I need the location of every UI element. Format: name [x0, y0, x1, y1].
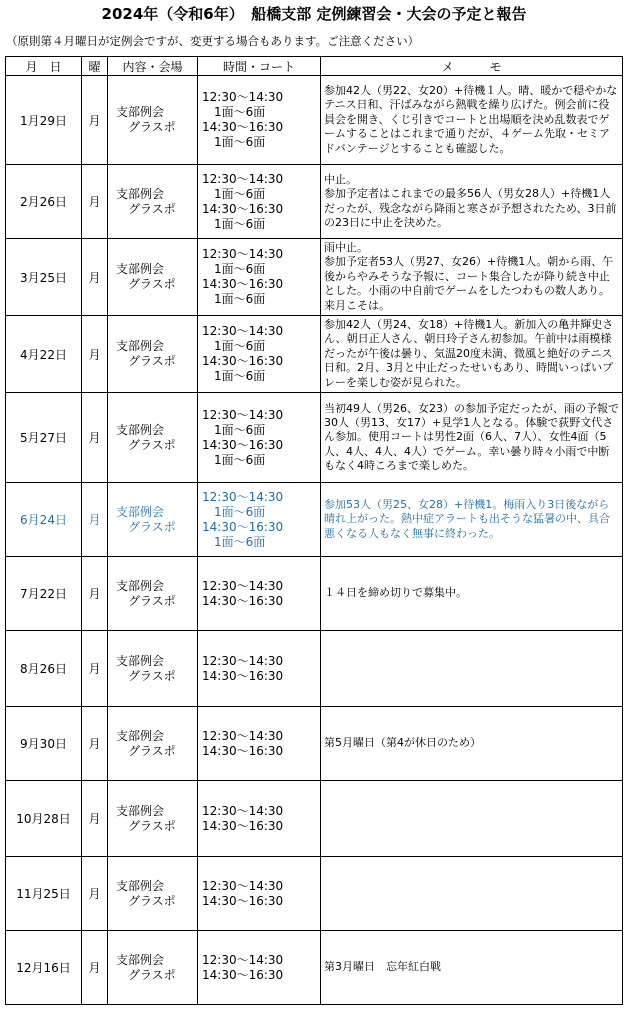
event-name: 支部例会 [116, 504, 165, 519]
weekday-cell: 月 [82, 857, 108, 931]
place-cell [108, 316, 198, 393]
venue-name: グラスポ [128, 893, 176, 908]
time-slot: 12:30～14:30 [202, 952, 284, 967]
time-slot: 14:30～16:30 [202, 519, 284, 534]
time-slot: 14:30～16:30 [202, 354, 284, 369]
event-name: 支部例会 [116, 105, 165, 119]
table-row [6, 316, 623, 393]
memo-cell: 参加42人（男24、女18）+待機1人。新加入の亀井輝史さん、朝日正人さん、朝日玲子さん初参加。午前中は雨模様だったが午後は曇り、気温20度未満、微風と絶好のテニス日和。2月、3月と中止だったせいもあり、時間いっぱいプレーを楽しむ姿が見られた。 [321, 316, 623, 393]
time-slot: 12:30～14:30 [202, 489, 284, 504]
date-cell: 11月25日 [6, 857, 82, 931]
venue-name: グラスポ [128, 519, 176, 534]
date-cell: 8月26日 [6, 631, 82, 707]
venue-name: グラスポ [128, 277, 176, 292]
memo-cell [321, 781, 623, 857]
time-slot: 14:30～16:30 [202, 277, 284, 292]
weekday-cell: 月 [82, 165, 108, 239]
table-row [6, 165, 623, 239]
weekday-cell: 月 [82, 557, 108, 631]
place-cell [108, 483, 198, 557]
time-slot: 12:30～14:30 [202, 324, 284, 339]
event-name: 支部例会 [116, 578, 165, 593]
venue-name: グラスポ [128, 593, 176, 608]
time-slot: 14:30～16:30 [202, 818, 284, 833]
date-cell: 5月27日 [6, 393, 82, 483]
place-cell [108, 393, 198, 483]
memo-cell: 第5月曜日（第4が休日のため） [321, 707, 623, 781]
venue-name: グラスポ [128, 818, 176, 833]
page-title: 2024年（令和6年） 船橋支部 定例練習会・大会の予定と報告 [101, 5, 527, 23]
header-memo: メ モ [321, 57, 623, 76]
time-slot: 12:30～14:30 [202, 878, 284, 893]
weekday-cell: 月 [82, 239, 108, 316]
table-row [6, 483, 623, 557]
time-cell [198, 393, 321, 483]
venue-name: グラスポ [128, 743, 176, 758]
time-slot: 12:30～14:30 [202, 728, 284, 743]
date-cell: 9月30日 [6, 707, 82, 781]
time-slot: 14:30～16:30 [202, 668, 284, 683]
page-subtitle: （原則第４月曜日が定例会ですが、変更する場合もあります。ご注意ください） [6, 34, 420, 48]
court-range: 1面～6面 [214, 504, 266, 519]
time-slot: 12:30～14:30 [202, 803, 284, 818]
memo-cell: 参加53人（男25、女28）+待機1。梅雨入り3日後ながら晴れ上がった。熱中症アラートも出そうな猛暑の中、具合悪くなる人もなく無事に終わった。 [321, 483, 623, 557]
court-range: 1面～6面 [214, 422, 266, 437]
weekday-cell: 月 [82, 483, 108, 557]
header-time: 時間・コート [198, 57, 321, 76]
court-range: 1面～6面 [214, 339, 266, 354]
time-slot: 12:30～14:30 [202, 653, 284, 668]
memo-cell: 雨中止。 参加予定者53人（男27、女26）+待機1人。朝から雨、午後からやみそうな予報に、コート集合したが降り続き中止とした。小雨の中自前でゲームをしたつわもの数人あり。来月こそは。 [321, 239, 623, 316]
court-range: 1面～6面 [214, 534, 266, 549]
memo-cell: 参加42人（男22、女20）+待機１人。晴、暖かで穏やかなテニス日和、汗ばみながら熱戦を繰り広げた。例会前に役員会を開き、くじ引きでコートと出場順を決め乱数表でゲームすることはこれまで通りだが、４ゲーム先取・セミアドバンテージとすることも確認した。 [321, 76, 623, 165]
event-name: 支部例会 [116, 653, 165, 668]
time-slot: 12:30～14:30 [202, 171, 284, 186]
time-slot: 14:30～16:30 [202, 893, 284, 908]
memo-cell: 第3月曜日 忘年紅白戦 [321, 931, 623, 1005]
memo-cell: １４日を締め切りで募集中。 [321, 557, 623, 631]
time-cell [198, 165, 321, 239]
schedule-table [5, 56, 623, 1005]
court-range: 1面～6面 [214, 369, 266, 384]
time-slot: 14:30～16:30 [202, 120, 284, 134]
weekday-cell: 月 [82, 931, 108, 1005]
court-range: 1面～6面 [214, 135, 266, 149]
time-slot: 14:30～16:30 [202, 593, 284, 608]
time-cell [198, 557, 321, 631]
place-cell [108, 707, 198, 781]
date-cell: 1月29日 [6, 76, 82, 165]
court-range: 1面～6面 [214, 262, 266, 277]
table-row [6, 781, 623, 857]
header-dow: 曜 [82, 57, 108, 76]
time-cell [198, 857, 321, 931]
time-cell [198, 931, 321, 1005]
header-date: 月 日 [6, 57, 82, 76]
time-slot: 14:30～16:30 [202, 967, 284, 982]
weekday-cell: 月 [82, 631, 108, 707]
time-slot: 12:30～14:30 [202, 247, 284, 262]
event-name: 支部例会 [116, 728, 165, 743]
place-cell [108, 76, 198, 165]
memo-cell: 当初49人（男26、女23）の参加予定だったが、雨の予報で30人（男13、女17）+見学1人となる。体験で荻野文代さん参加。使用コートは男性2面（6人、7人）、女性4面（5人、4人、4人、4人）でゲーム。幸い曇り時々小雨で中断もなく4時ころまで楽しめた。 [321, 393, 623, 483]
date-cell: 4月22日 [6, 316, 82, 393]
table-row [6, 557, 623, 631]
venue-name: グラスポ [128, 668, 176, 683]
place-cell [108, 557, 198, 631]
court-range: 1面～6面 [214, 186, 266, 201]
place-cell [108, 631, 198, 707]
weekday-cell: 月 [82, 781, 108, 857]
place-cell [108, 781, 198, 857]
header-place: 内容・会場 [108, 57, 198, 76]
event-name: 支部例会 [116, 262, 165, 277]
event-name: 支部例会 [116, 186, 165, 201]
table-row [6, 931, 623, 1005]
place-cell [108, 165, 198, 239]
place-cell [108, 931, 198, 1005]
time-cell [198, 707, 321, 781]
venue-name: グラスポ [128, 201, 176, 216]
time-slot: 14:30～16:30 [202, 437, 284, 452]
weekday-cell: 月 [82, 707, 108, 781]
time-slot: 12:30～14:30 [202, 407, 284, 422]
event-name: 支部例会 [116, 952, 165, 967]
weekday-cell: 月 [82, 316, 108, 393]
event-name: 支部例会 [116, 339, 165, 354]
time-cell [198, 781, 321, 857]
table-header [6, 57, 623, 76]
time-slot: 12:30～14:30 [202, 578, 284, 593]
date-cell: 12月16日 [6, 931, 82, 1005]
court-range: 1面～6面 [214, 292, 266, 307]
event-name: 支部例会 [116, 878, 165, 893]
place-cell [108, 857, 198, 931]
event-name: 支部例会 [116, 422, 165, 437]
court-range: 1面～6面 [214, 452, 266, 467]
venue-name: グラスポ [128, 967, 176, 982]
date-cell: 7月22日 [6, 557, 82, 631]
date-cell: 6月24日 [6, 483, 82, 557]
table-row [6, 239, 623, 316]
place-cell [108, 239, 198, 316]
time-slot: 12:30～14:30 [202, 90, 284, 104]
event-name: 支部例会 [116, 803, 165, 818]
time-cell [198, 631, 321, 707]
date-cell: 10月28日 [6, 781, 82, 857]
table-row [6, 707, 623, 781]
venue-name: グラスポ [128, 120, 176, 134]
weekday-cell: 月 [82, 76, 108, 165]
date-cell: 2月26日 [6, 165, 82, 239]
table-row [6, 393, 623, 483]
time-cell [198, 239, 321, 316]
memo-cell [321, 857, 623, 931]
date-cell: 3月25日 [6, 239, 82, 316]
table-row [6, 857, 623, 931]
weekday-cell: 月 [82, 393, 108, 483]
venue-name: グラスポ [128, 437, 176, 452]
memo-cell [321, 631, 623, 707]
time-cell [198, 76, 321, 165]
time-slot: 14:30～16:30 [202, 201, 284, 216]
table-row [6, 631, 623, 707]
table-row [6, 76, 623, 165]
court-range: 1面～6面 [214, 216, 266, 231]
time-cell [198, 483, 321, 557]
venue-name: グラスポ [128, 354, 176, 369]
time-slot: 14:30～16:30 [202, 743, 284, 758]
court-range: 1面～6面 [214, 105, 266, 119]
memo-cell: 中止。 参加予定者はこれまでの最多56人（男女28人）+待機1人だったが、残念ながら降雨と寒さが予想されたため、3日前の23日に中止を決めた。 [321, 165, 623, 239]
time-cell [198, 316, 321, 393]
table-body [6, 76, 623, 1005]
